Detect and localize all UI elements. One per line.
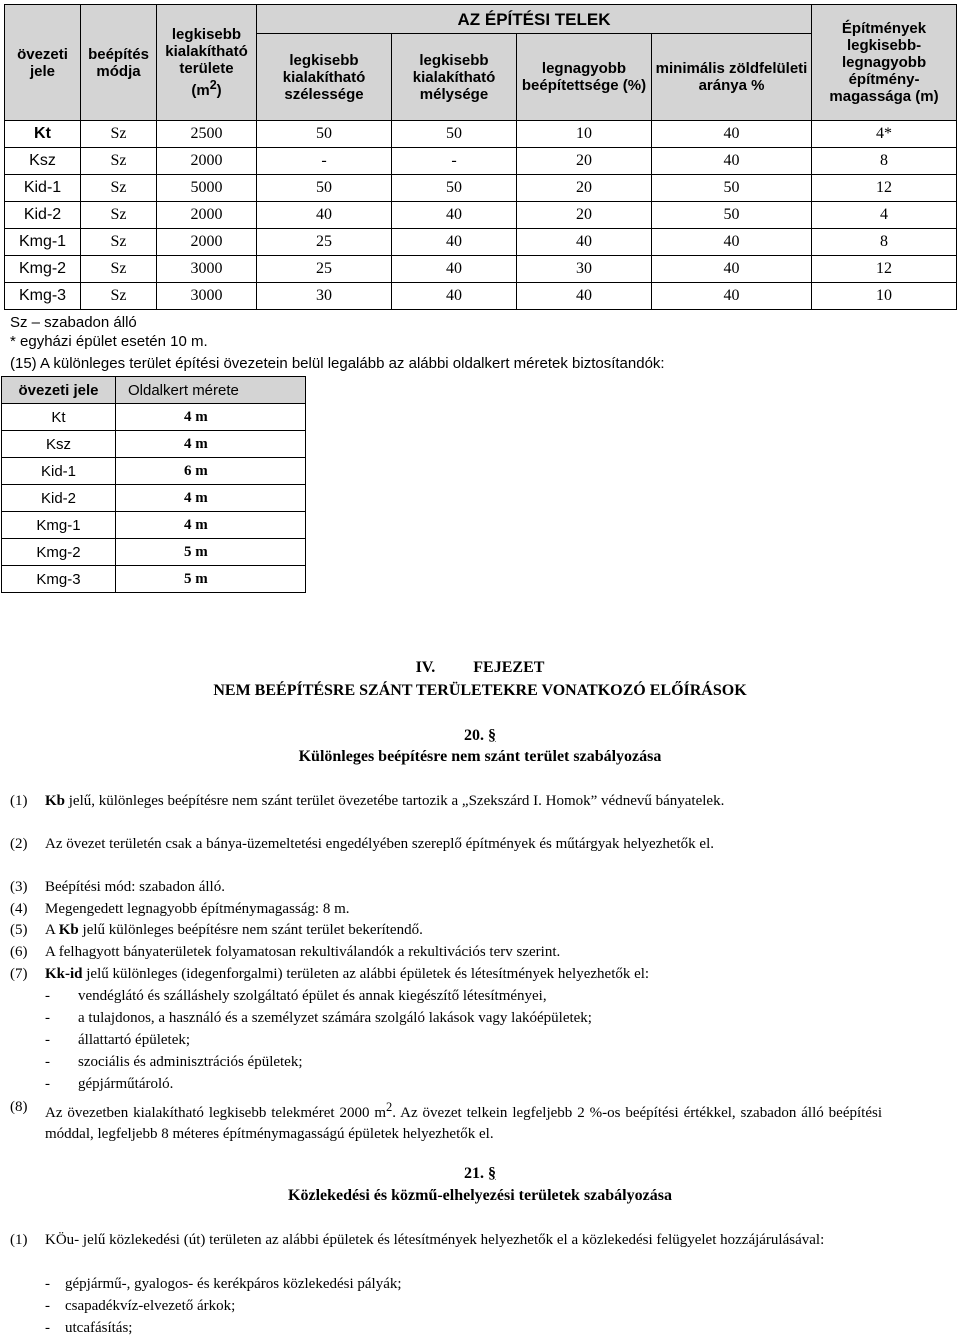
section-21-symbol: § xyxy=(488,1165,496,1182)
cell-coverage: 20 xyxy=(517,175,652,202)
cell-green: 40 xyxy=(652,283,812,310)
cell-zone: Kid-2 xyxy=(5,202,81,229)
list-item-text: vendéglátó és szálláshely szolgáltató épület és annak kiegészítő létesítményei, xyxy=(78,988,547,1004)
header-width: legkisebb kialakítható szélessége xyxy=(257,34,392,121)
paragraph-number: (7) xyxy=(10,966,28,982)
cell-coverage: 40 xyxy=(517,229,652,256)
side-header-size: Oldalkert mérete xyxy=(116,377,306,404)
table-row xyxy=(2,485,306,512)
cell-zone: Kmg-1 xyxy=(5,229,81,256)
chapter-title: NEM BEÉPÍTÉSRE SZÁNT TERÜLETEKRE VONATKOZÓ ELŐÍRÁSOK xyxy=(213,682,747,699)
cell-height: 8 xyxy=(812,229,957,256)
side-yard-table xyxy=(1,376,306,593)
cell-width: 50 xyxy=(257,121,392,148)
paragraph-20-4 xyxy=(10,899,882,920)
cell-mode: Sz xyxy=(81,202,157,229)
cell-green: 40 xyxy=(652,148,812,175)
cell-coverage: 30 xyxy=(517,256,652,283)
list-item: - gépjármű-, gyalogos- és kerékpáros közlekedési pályák; xyxy=(45,1276,402,1292)
cell-mode: Sz xyxy=(81,175,157,202)
cell-height: 10 xyxy=(812,283,957,310)
header-area xyxy=(157,5,257,121)
side-cell-zone: Ksz xyxy=(2,431,116,458)
list-item-text: gépjárműtároló. xyxy=(78,1076,174,1092)
cell-width: 40 xyxy=(257,202,392,229)
list-item-text: állattartó épületek; xyxy=(78,1032,191,1048)
list-item-text: a tulajdonos, a használó és a személyzet számára szolgáló lakások vagy lakóépületek; xyxy=(78,1010,592,1026)
table-row xyxy=(2,404,306,431)
paragraph-text: Beépítési mód: szabadon álló. xyxy=(45,879,225,895)
cell-green: 40 xyxy=(652,256,812,283)
cell-mode: Sz xyxy=(81,148,157,175)
paragraph-number: (4) xyxy=(10,901,28,917)
cell-green: 50 xyxy=(652,202,812,229)
paragraph-text: jelű különleges beépítésre nem szánt terület bekerítendő. xyxy=(78,922,423,938)
section-20-heading xyxy=(0,726,960,746)
paragraph-number: (6) xyxy=(10,944,28,960)
side-cell-zone: Kid-2 xyxy=(2,485,116,512)
table-row xyxy=(5,283,957,310)
table-row xyxy=(5,202,957,229)
cell-depth: 40 xyxy=(392,283,517,310)
superscript: 2 xyxy=(386,1100,393,1114)
paragraph-text: A felhagyott bányaterületek folyamatosan rekultiválandók a rekultivációs terv szerint. xyxy=(45,944,561,960)
header-area-unit-sup: 2 xyxy=(209,78,217,92)
cell-zone: Kmg-3 xyxy=(5,283,81,310)
cell-zone: Kmg-2 xyxy=(5,256,81,283)
list-item-text: utcafásítás; xyxy=(65,1320,133,1336)
section-21-heading xyxy=(0,1164,960,1184)
section-21-title: Közlekedési és közmű-elhelyezési területek szabályozása xyxy=(288,1187,672,1204)
cell-depth: - xyxy=(392,148,517,175)
section-21-number: 21. xyxy=(464,1165,484,1182)
list-item: - állattartó épületek; xyxy=(45,1032,191,1048)
header-zone: övezeti jele xyxy=(5,5,81,121)
cell-coverage: 20 xyxy=(517,148,652,175)
paragraph-number: (3) xyxy=(10,879,28,895)
table-row xyxy=(2,458,306,485)
header-area-unit-pre: (m xyxy=(191,82,210,99)
paragraph-20-2 xyxy=(10,834,882,855)
list-item-text: szociális és adminisztrációs épületek; xyxy=(78,1054,303,1070)
cell-coverage: 10 xyxy=(517,121,652,148)
table-row xyxy=(2,539,306,566)
header-group-plot: AZ ÉPÍTÉSI TELEK xyxy=(257,5,812,34)
cell-area: 2500 xyxy=(157,121,257,148)
table-row xyxy=(2,566,306,593)
table-row xyxy=(5,148,957,175)
cell-width: - xyxy=(257,148,392,175)
header-coverage: legnagyobb beépítettsége (%) xyxy=(517,34,652,121)
paragraph-number: (1) xyxy=(10,793,28,809)
cell-area: 2000 xyxy=(157,148,257,175)
cell-mode: Sz xyxy=(81,121,157,148)
side-cell-size: 5 m xyxy=(116,539,306,566)
paragraph-text: Az övezet területén csak a bánya-üzemeltetési engedélyében szereplő építmények és műtárgyak helyezhetők el. xyxy=(45,836,715,852)
cell-height: 12 xyxy=(812,256,957,283)
cell-depth: 50 xyxy=(392,121,517,148)
zone-code: Kk-id xyxy=(45,966,83,982)
paragraph-number: (2) xyxy=(10,836,28,852)
paragraph-20-6 xyxy=(10,942,882,963)
side-cell-zone: Kmg-2 xyxy=(2,539,116,566)
list-item-text: gépjármű-, gyalogos- és kerékpáros közlekedési pályák; xyxy=(65,1276,402,1292)
cell-green: 40 xyxy=(652,229,812,256)
paragraph-text: KÖu- jelű közlekedési (út) területen az alábbi épületek és létesítmények helyezhetők el a közlekedési felügyelet hozzájárulásával: xyxy=(45,1232,825,1248)
header-mode: beépítés módja xyxy=(81,5,157,121)
paragraph-prefix: Az övezetben kialakítható legkisebb telekméret 2000 m xyxy=(45,1105,387,1121)
list-item: - szociális és adminisztrációs épületek; xyxy=(45,1054,303,1070)
side-cell-size: 4 m xyxy=(116,512,306,539)
paragraph-20-7 xyxy=(10,964,882,985)
list-item: - vendéglátó és szálláshely szolgáltató épület és annak kiegészítő létesítményei, xyxy=(45,988,547,1004)
zone-code: Kb xyxy=(45,793,66,809)
cell-width: 25 xyxy=(257,229,392,256)
cell-width: 25 xyxy=(257,256,392,283)
paragraph-21-1 xyxy=(10,1230,882,1251)
paragraph-number: (5) xyxy=(10,922,28,938)
paragraph-text: Megengedett legnagyobb építménymagasság: 8 m. xyxy=(45,901,350,917)
section-20-number: 20. xyxy=(464,727,484,744)
cell-zone: Kt xyxy=(5,121,81,148)
side-cell-size: 4 m xyxy=(116,485,306,512)
cell-coverage: 40 xyxy=(517,283,652,310)
paragraph-text: . Az övezet telkein legfeljebb 2 %-os beépítési értékkel, szabadon álló beépítési móddal, legfeljebb 8 méteres építménymagasságú épületek helyezhetők el. xyxy=(45,1105,882,1142)
note-p15: (15) A különleges terület építési övezetein belül legalább az alábbi oldalkert méretek biztosítandók: xyxy=(10,355,665,372)
side-header-zone: övezeti jele xyxy=(2,377,116,404)
cell-height: 8 xyxy=(812,148,957,175)
side-cell-size: 4 m xyxy=(116,404,306,431)
cell-zone: Kid-1 xyxy=(5,175,81,202)
side-cell-zone: Kt xyxy=(2,404,116,431)
header-area-unit-post: ) xyxy=(216,82,222,99)
cell-area: 3000 xyxy=(157,256,257,283)
chapter-heading xyxy=(0,658,960,678)
side-cell-zone: Kmg-1 xyxy=(2,512,116,539)
chapter-label: FEJEZET xyxy=(473,659,545,676)
note-sz: Sz – szabadon álló xyxy=(10,314,137,331)
cell-area: 5000 xyxy=(157,175,257,202)
cell-area: 2000 xyxy=(157,229,257,256)
cell-width: 50 xyxy=(257,175,392,202)
cell-depth: 40 xyxy=(392,256,517,283)
cell-zone: Ksz xyxy=(5,148,81,175)
side-cell-zone: Kid-1 xyxy=(2,458,116,485)
side-cell-size: 5 m xyxy=(116,566,306,593)
paragraph-prefix: A xyxy=(45,922,59,938)
list-item: - a tulajdonos, a használó és a személyzet számára szolgáló lakások vagy lakóépületek; xyxy=(45,1010,592,1026)
list-item: - gépjárműtároló. xyxy=(45,1076,174,1092)
cell-area: 3000 xyxy=(157,283,257,310)
cell-depth: 40 xyxy=(392,229,517,256)
table-row xyxy=(5,121,957,148)
paragraph-text: jelű, különleges beépítésre nem szánt terület övezetébe tartozik a „Szekszárd I. Homok” védnevű bányatelek. xyxy=(65,793,725,809)
side-cell-size: 6 m xyxy=(116,458,306,485)
header-green: minimális zöldfelületi aránya % xyxy=(652,34,812,121)
cell-green: 50 xyxy=(652,175,812,202)
paragraph-text: jelű különleges (idegenforgalmi) területen az alábbi épületek és létesítmények helyezhetők el: xyxy=(82,966,650,982)
paragraph-20-1 xyxy=(10,791,882,812)
list-item-text: csapadékvíz-elvezető árkok; xyxy=(65,1298,236,1314)
cell-width: 30 xyxy=(257,283,392,310)
note-star: * egyházi épület esetén 10 m. xyxy=(10,333,208,350)
paragraph-20-3 xyxy=(10,877,882,898)
cell-green: 40 xyxy=(652,121,812,148)
header-area-label: legkisebb kialakítható területe xyxy=(165,26,248,77)
cell-height: 4 xyxy=(812,202,957,229)
cell-coverage: 20 xyxy=(517,202,652,229)
header-depth: legkisebb kialakítható mélysége xyxy=(392,34,517,121)
cell-depth: 40 xyxy=(392,202,517,229)
cell-height: 4* xyxy=(812,121,957,148)
table-row xyxy=(2,512,306,539)
section-20-symbol: § xyxy=(488,727,496,744)
building-plot-table xyxy=(4,4,957,310)
cell-mode: Sz xyxy=(81,283,157,310)
list-item: - csapadékvíz-elvezető árkok; xyxy=(45,1298,236,1314)
table-row xyxy=(5,229,957,256)
table-row xyxy=(2,431,306,458)
list-item: - utcafásítás; xyxy=(45,1320,133,1336)
cell-mode: Sz xyxy=(81,229,157,256)
cell-area: 2000 xyxy=(157,202,257,229)
zone-code: Kb xyxy=(58,922,79,938)
cell-height: 12 xyxy=(812,175,957,202)
table-row xyxy=(5,256,957,283)
table-row xyxy=(5,175,957,202)
header-height: Építmények legkisebb-legnagyobb építmény-magassága (m) xyxy=(812,5,957,121)
side-cell-size: 4 m xyxy=(116,431,306,458)
paragraph-20-5 xyxy=(10,920,882,941)
cell-mode: Sz xyxy=(81,256,157,283)
section-20-title: Különleges beépítésre nem szánt terület szabályozása xyxy=(298,748,662,765)
cell-depth: 50 xyxy=(392,175,517,202)
paragraph-number: (1) xyxy=(10,1232,28,1248)
chapter-number: IV. xyxy=(415,659,436,676)
side-cell-zone: Kmg-3 xyxy=(2,566,116,593)
paragraph-20-8 xyxy=(10,1097,882,1145)
paragraph-number: (8) xyxy=(10,1099,28,1115)
